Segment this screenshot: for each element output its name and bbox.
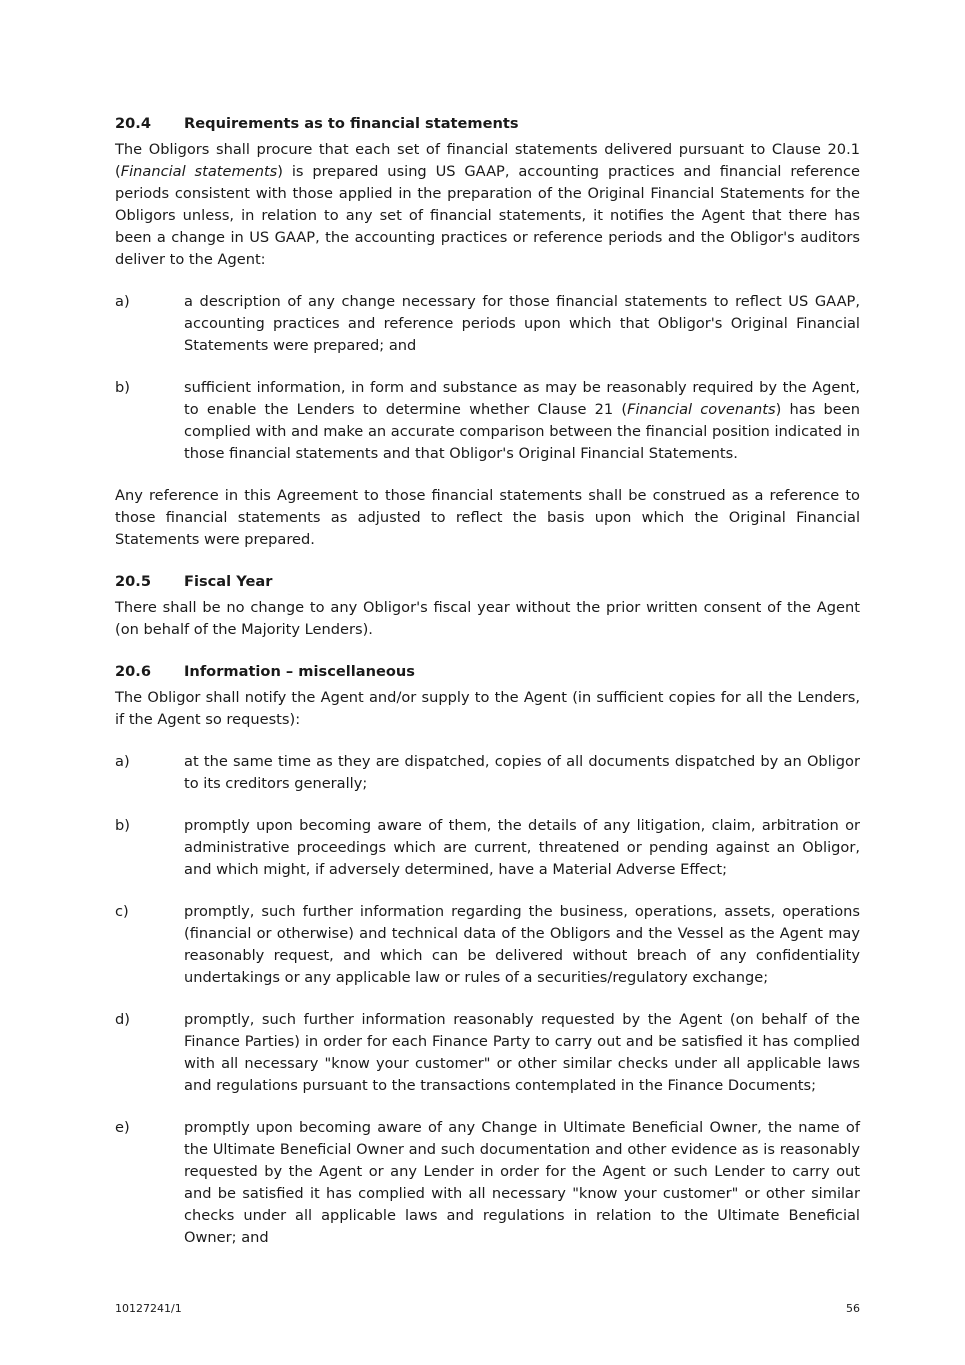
information-list [115, 751, 860, 1249]
list-item [115, 377, 860, 465]
section-20-5 [115, 571, 860, 641]
section-body: There shall be no change to any Obligor's fiscal year without the prior written consent of the Agent (on behalf of the Majority Lenders). [115, 599, 860, 638]
list-item [115, 291, 860, 357]
list-item [115, 901, 860, 989]
section-number: 20.4 [115, 115, 152, 132]
list-item-text: promptly, such further information regarding the business, operations, assets, operations (financial or otherwise) and technical data of the Obligors and the Vessel as the Agent may reasonably request, and which can be delivered without breach of any confidentiality undertakings or any applicable law or rules of a securities/regulatory exchange; [184, 903, 860, 986]
section-closing: Any reference in this Agreement to those financial statements shall be construed as a reference to those financial statements as adjusted to reflect the basis upon which the Original Financial Statements were prepared. [115, 487, 860, 548]
list-item [115, 1117, 860, 1249]
section-heading [115, 571, 860, 593]
section-title: Information – miscellaneous [184, 663, 415, 680]
list-item-text: promptly upon becoming aware of them, the details of any litigation, claim, arbitration or administrative proceedings which are current, threatened or pending against an Obligor, and which might, if adversely determined, have a Material Adverse Effect; [184, 817, 860, 878]
section-intro: The Obligor shall notify the Agent and/or supply to the Agent (in sufficient copies for all the Lenders, if the Agent so requests): [115, 689, 860, 728]
section-number: 20.5 [115, 573, 152, 590]
section-title: Requirements as to financial statements [184, 115, 519, 132]
page-number: 56 [846, 1302, 860, 1315]
list-item [115, 751, 860, 795]
section-intro [115, 139, 860, 271]
intro-text-start: The Obligors shall procure that each set of financial statements delivered pursuant to Clause 20.1 ( [115, 141, 860, 180]
list-item-text: promptly, such further information reasonably requested by the Agent (on behalf of the Finance Parties) in order for each Finance Party to carry out and be satisfied it has complied with all necessary "know your customer" or other similar checks under all applicable laws and regulations pursuant to the transactions contemplated in the Finance Documents; [184, 1011, 860, 1094]
list-marker: e) [115, 1119, 130, 1136]
list-marker: b) [115, 817, 130, 834]
list-marker: c) [115, 903, 129, 920]
section-heading [115, 113, 860, 135]
item-text-end: ) has been complied with and make an accurate comparison between the financial position indicated in those financial statements and that Obligor's Original Financial Statements. [184, 401, 860, 462]
intro-text-end: ) is prepared using US GAAP, accounting practices and financial reference periods consistent with those applied in the preparation of the Original Financial Statements for the Obligors unless, in relation to any set of financial statements, it notifies the Agent that there has been a change in US GAAP, the accounting practices or reference periods and the Obligor's auditors deliver to the Agent: [115, 163, 860, 268]
clause-reference: Financial statements [120, 163, 278, 180]
clause-reference: Financial covenants [627, 401, 776, 418]
list-item-text: at the same time as they are dispatched, copies of all documents dispatched by an Obligor to its creditors generally; [184, 753, 860, 792]
list-item-text [184, 377, 860, 465]
item-text-start: sufficient information, in form and substance as may be reasonably required by the Agent, to enable the Lenders to determine whether Clause 21 ( [184, 379, 860, 418]
document-reference: 10127241/1 [115, 1302, 182, 1315]
list-marker: b) [115, 379, 130, 396]
list-marker: a) [115, 753, 130, 770]
list-marker: d) [115, 1011, 130, 1028]
requirements-list [115, 291, 860, 465]
list-marker: a) [115, 293, 130, 310]
document-page [115, 113, 860, 1269]
section-20-4 [115, 113, 860, 551]
list-item-text: promptly upon becoming aware of any Change in Ultimate Beneficial Owner, the name of the Ultimate Beneficial Owner and such documentation and other evidence as is reasonably requested by the Agent or any Lender in order for the Agent or such Lender to carry out and be satisfied it has complied with all necessary "know your customer" or other similar checks under all applicable laws and regulations in relation to the Ultimate Beneficial Owner; and [184, 1119, 860, 1246]
list-item [115, 1009, 860, 1097]
section-heading [115, 661, 860, 683]
page-footer [115, 1302, 860, 1316]
section-title: Fiscal Year [184, 573, 273, 590]
list-item-text: a description of any change necessary for those financial statements to reflect US GAAP, accounting practices and reference periods upon which that Obligor's Original Financial Statements were prepared; and [184, 293, 860, 354]
list-item [115, 815, 860, 881]
section-20-6 [115, 661, 860, 1249]
section-number: 20.6 [115, 663, 152, 680]
